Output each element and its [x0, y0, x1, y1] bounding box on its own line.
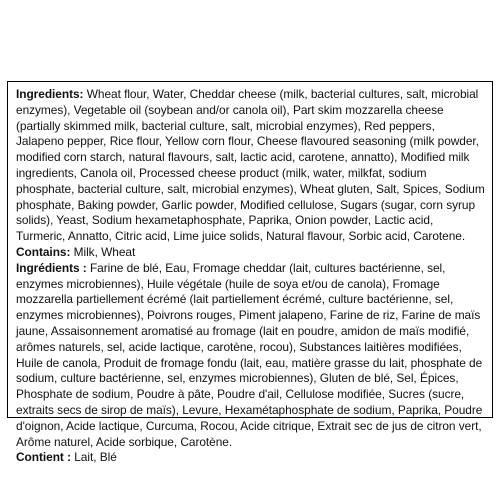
english-allergens-list: Milk, Wheat — [70, 244, 136, 259]
french-ingredients-list: Farine de blé, Eau, Fromage cheddar (lait, cultures bactérienne, sel, enzymes microbiennes), Huile végétale (huile de soya et/ou de canola), Fromage mozzarella partiellement écrémé (lait partiellement écrémé, culture bactérienne, sel, enzymes microbiennes), Poivrons rouges, Piment jalapeno, Farine de riz, Farine de maïs jaune, Assaisonnement aromatisé au fromage (lait en poudre, amidon de maïs modifié, arômes naturels, sel, acide lactique, carotène, rocou), Substances laitières modifiées, Huile de canola, Produit de fromage fondu (lait, eau, matière grasse du lait, phosphate de sodium, culture bactérienne, sel, enzymes microbiennes), Gluten de blé, Sel, Épices, Phosphate de sodium, Poudre à pâte, Poudre d'ail, Cellulose modifiée, Sucres (sucre, extraits secs de sirop de maïs), Levure, Hexamétaphosphate de sodium, Paprika, Poudre d'oignon, Acide lactique, Curcuma, Rocou, Acide citrique, Extrait sec de jus de citron vert, Arôme naturel, Acide sorbique, Carotène. — [16, 260, 483, 449]
english-ingredients-list: Wheat flour, Water, Cheddar cheese (milk, bacterial cultures, salt, microbial enzymes), Vegetable oil (soybean and/or canola oil), Part skim mozzarella cheese (partially skimmed milk, bacterial culture, salt, microbial enzymes), Red peppers, Jalapeno pepper, Rice flour, Yellow corn flour, Cheese flavoured seasoning (milk powder, modified corn starch, natural flavours, salt, lactic acid, carotene, annatto), Modified milk ingredients, Canola oil, Processed cheese product (milk, water, milkfat, sodium phosphate, bacterial culture, salt, microbial enzymes), Wheat gluten, Salt, Spices, Sodium phosphate, Baking powder, Garlic powder, Modified cellulose, Sugars (sugar, corn syrup solids), Yeast, Sodium hexametaphosphate, Paprika, Onion powder, Lactic acid, Turmeric, Annatto, Citric acid, Lime juice solids, Natural flavour, Sorbic acid, Carotene. — [16, 87, 485, 244]
french-ingredients-paragraph — [16, 261, 485, 451]
french-contains-heading: Contient : — [16, 450, 71, 465]
english-contains-paragraph — [16, 245, 485, 261]
french-contains-paragraph — [16, 450, 485, 466]
french-allergens-list: Lait, Blé — [70, 450, 117, 465]
ingredients-label-panel — [7, 81, 493, 465]
english-ingredients-heading: Ingredients: — [16, 87, 84, 101]
english-ingredients-paragraph — [16, 87, 485, 245]
french-ingredients-heading: Ingrédients : — [16, 260, 87, 275]
english-contains-heading: Contains: — [16, 244, 71, 259]
